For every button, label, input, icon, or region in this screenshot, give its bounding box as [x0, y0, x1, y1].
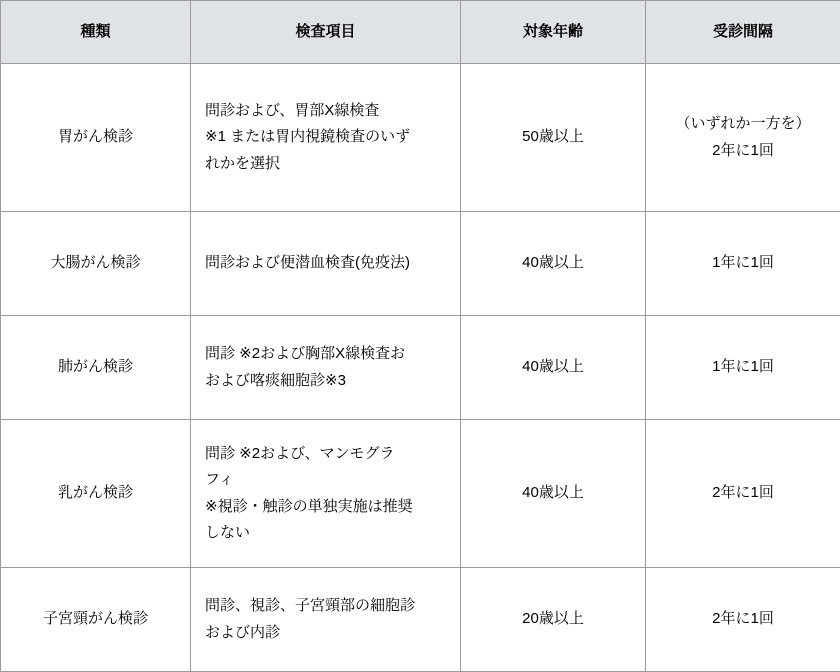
- column-header-item: 検査項目: [191, 1, 461, 64]
- table-header-row: [1, 1, 840, 64]
- cell-interval-line: 2年に1回: [652, 480, 834, 506]
- cell-type: 肺がん検診: [1, 316, 191, 420]
- cell-type: 子宮頸がん検診: [1, 568, 191, 672]
- cell-interval-line: 1年に1回: [652, 354, 834, 380]
- cell-interval: [646, 64, 840, 212]
- column-header-age: 対象年齢: [461, 1, 646, 64]
- cell-item-line: ※1 または胃内視鏡検査のいず: [205, 124, 446, 150]
- cell-item: [191, 212, 461, 316]
- cell-interval-line: 2年に1回: [652, 606, 834, 632]
- table-row: [1, 64, 840, 212]
- cell-item-line: および喀痰細胞診※3: [205, 368, 446, 394]
- cell-item-line: および内診: [205, 620, 446, 646]
- column-header-interval: 受診間隔: [646, 1, 840, 64]
- column-header-type: 種類: [1, 1, 191, 64]
- cell-interval: [646, 316, 840, 420]
- cell-interval: [646, 212, 840, 316]
- cell-item-line: 問診 ※2および、マンモグラ: [205, 441, 446, 467]
- cell-item-line: 問診および、胃部X線検査: [205, 98, 446, 124]
- cell-item: [191, 568, 461, 672]
- cell-interval: [646, 420, 840, 568]
- cell-type: 胃がん検診: [1, 64, 191, 212]
- table-row: [1, 212, 840, 316]
- cell-item: [191, 316, 461, 420]
- cell-age: 40歳以上: [461, 212, 646, 316]
- cell-age: 20歳以上: [461, 568, 646, 672]
- cell-age: 40歳以上: [461, 420, 646, 568]
- table-row: [1, 420, 840, 568]
- table-row: [1, 316, 840, 420]
- cell-age: 50歳以上: [461, 64, 646, 212]
- cell-age: 40歳以上: [461, 316, 646, 420]
- cell-interval: [646, 568, 840, 672]
- cell-interval-line: 2年に1回: [652, 138, 834, 164]
- cell-interval-line: （いずれか一方を）: [652, 111, 834, 137]
- cell-item-line: 問診 ※2および胸部X線検査お: [205, 341, 446, 367]
- cell-item-line: 問診および便潜血検査(免疫法): [205, 250, 446, 276]
- cell-item-line: 問診、視診、子宮頸部の細胞診: [205, 593, 446, 619]
- cell-type: 乳がん検診: [1, 420, 191, 568]
- cell-item-line: しない: [205, 520, 446, 546]
- cell-item-line: ※視診・触診の単独実施は推奨: [205, 494, 446, 520]
- cell-interval-line: 1年に1回: [652, 250, 834, 276]
- cell-type: 大腸がん検診: [1, 212, 191, 316]
- table-body: [1, 64, 840, 672]
- table-header: [1, 1, 840, 64]
- cell-item-line: フィ: [205, 467, 446, 493]
- cell-item: [191, 420, 461, 568]
- cell-item-line: れかを選択: [205, 151, 446, 177]
- table-row: [1, 568, 840, 672]
- cell-item: [191, 64, 461, 212]
